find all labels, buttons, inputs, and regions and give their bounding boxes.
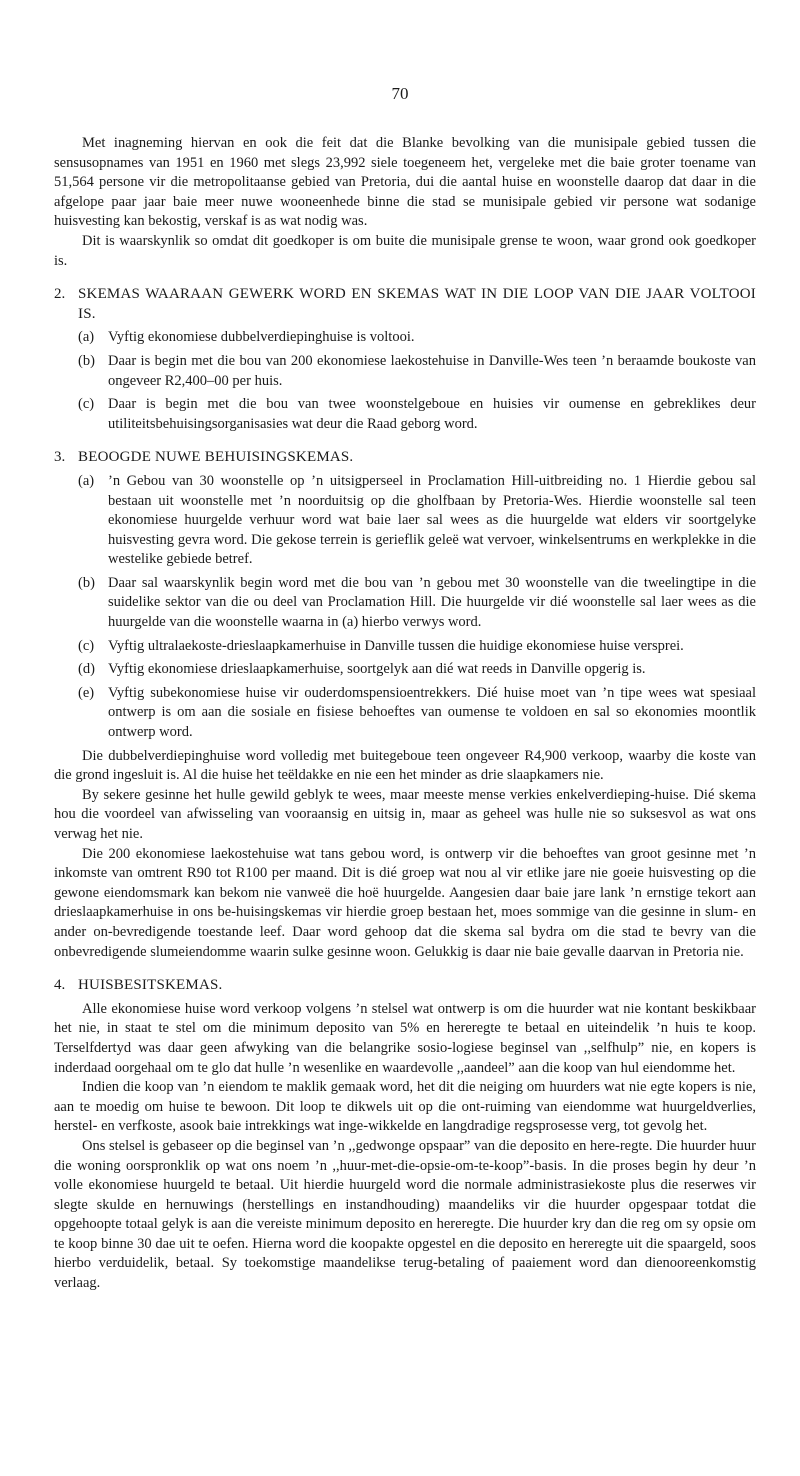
item-text: Vyftig ekonomiese drieslaapkamerhuise, soortgelyk aan dié wat reeds in Danville opgerig is. [108,661,646,678]
item-mark: (c) [78,396,95,413]
body-text [54,134,756,1294]
item-mark: (b) [78,574,95,591]
section-number: 3. [54,449,66,466]
section-3 [54,448,756,962]
section-3-paragraph-2: By sekere gesinne het hulle gewild geblyk te wees, maar meeste mense verkies enkelverdieping-huise. Dié skema hou die voordeel van afwisseling van vooraansig en uitsig in, maar as geheel was hulle nie so suksesvol as wat ons verwag het nie. [54,786,756,842]
section-title: SKEMAS WAARAAN GEWERK WORD EN SKEMAS WAT IN DIE LOOP VAN DIE JAAR VOLTOOI IS. [78,286,756,322]
section-2-heading [54,285,756,324]
section-title: BEOOGDE NUWE BEHUISINGSKEMAS. [78,449,354,466]
section-4-paragraph-1: Alle ekonomiese huise word verkoop volgens ’n stelsel wat ontwerp is om die huurder wat nie kontant beskikbaar het nie, in staat te stel om die minimum deposito van 5% en hereregte te betaal en uiteindelik ’n huis te koop. Terselfdertyd was daar geen afwyking van die belangrike sosio-logiese beginsel van ,,selfhulp” nie, en kopers is inderdaad oorgehaal om te glo dat hulle ’n wesenlike en waardevolle ,,aandeel” aan die koop van hul eiendomme het. [54,1000,756,1076]
section-4-heading [54,976,756,996]
section-title: HUISBESITSKEMAS. [78,977,223,994]
item-text: Vyftig subekonomiese huise vir ouderdomspensioentrekkers. Dié huise moet van ’n tipe wees wat spesiaal ontwerp is om aan die sosiale en fisiese behoeftes van oumense te voldoen en sal so ekonomies moontlik ontwerp word. [108,684,756,741]
section-4-paragraph-3: Ons stelsel is gebaseer op die beginsel van ’n ,,gedwonge opspaar” van die deposito en here-regte. Die huurder huur die woning oorspronklik op wat ons noem ’n ,,huur-met-die-opsie-om-te-koop”-basis. In die proses begin hy deur ’n volle ekonomiese huurgeld te betaal. Uit hierdie huurgeld word die normale administrasiekoste plus die reserwes vir slegte skulde en hernuwings (herstellings en instandhouding) maandeliks vir die huurder opgespaar totdat die opgehoopte totaal gelyk is aan die vereiste minimum deposito en hereregte. Die huurder kry dan die reg om sy opsie om te koop binne 30 dae uit te oefen. Hierna word die koopakte opgestel en die deposito en hereregte uit die spaargeld, soos hierbo verduidelik, betaal. Sy toekomstige maandelikse terug-betaling of paaiement word dan dienooreenkomstig verlaag. [54,1137,756,1292]
section-2 [54,285,756,434]
item-text: Daar is begin met die bou van twee woonstelgeboue en huisies vir oumense en gebreklikes deur utiliteitsbehuisingsorganisasies wat deur die Raad geborg word. [108,396,756,432]
item-mark: (c) [78,637,95,654]
section-3-heading [54,448,756,468]
section-4-paragraph-2: Indien die koop van ’n eiendom te maklik gemaak word, het dit die neiging om huurders wat nie egte kopers is nie, aan te moedig om huise te bewoon. Dit loop te dikwels uit op die ont-ruiming van eiendomme wat huurgeldverlies, herstel- en verfkoste, asook baie intrekkings wat inge-wikkelde en langdradige regsprosesse verg, tot gevolg het. [54,1079,756,1135]
item-mark: (b) [78,352,95,369]
section-3-paragraph-3: Die 200 ekonomiese laekostehuise wat tans gebou word, is ontwerp vir die behoeftes van groot gesinne met ’n inkomste van omtrent R90 tot R100 per maand. Dit is dié groep wat nou al vir etlike jare nie goeie huisvesting op die gewone eiendomsmark kan bekom nie vanweë die hoë huurgelde. Aangesien daar baie jare lank ’n ernstige tekort aan drieslaapkamerhuise in ons be-huisingskemas vir hierdie groep bestaan het, moes sommige van die gesinne in slum- en ander on-bevredigende toestande leef. Daar word gehoop dat die skema sal bydra om die stad te bevry van die onbevredigende slumeiendomme waarin sulke gesinne woon. Gelukkig is daar nie baie gevalle daarvan in Pretoria nie. [54,845,756,960]
item-text: Daar sal waarskynlik begin word met die bou van ’n gebou met 30 woonstelle van die tweelingtipe in die suidelike sektor van die ou deel van Proclamation Hill. Die huurgelde vir dié woonstelle sal laer wees as die huurgelde van die woonstelle waarna in (a) hierbo verwys word. [108,574,756,631]
intro-paragraph-2: Dit is waarskynlik so omdat dit goedkoper is om buite die munisipale grense te woon, waar grond ook goedkoper is. [54,232,756,269]
item-text: Vyftig ultralaekoste-drieslaapkamerhuise in Danville tussen die huidige ekonomiese huise versprei. [108,637,684,654]
list-item [78,637,756,657]
section-3-items [78,472,756,743]
list-item [78,574,756,633]
intro-paragraph-1: Met inagneming hiervan en ook die feit dat die Blanke bevolking van die munisipale gebied tussen die sensusopnames van 1951 en 1960 met slegs 23,992 siele toegeneem het, vergeleke met die baie groter toename van 51,564 persone vir die metropolitaanse gebied van Pretoria, dui die aantal huise en woonstelle daarop dat daar in die afgelope paar jaar baie meer nuwe wooneenhede binne die stad se munisipale gebied vir persone wat sodanige huisvesting kan bekostig, verskaf is as wat nodig was. [54,135,756,230]
item-mark: (e) [78,684,95,701]
section-4 [54,976,756,1294]
list-item [78,684,756,743]
item-text: Vyftig ekonomiese dubbelverdiepinghuise is voltooi. [108,329,415,346]
list-item [78,395,756,434]
page-number: 70 [391,84,409,103]
item-mark: (d) [78,661,95,678]
item-mark: (a) [78,329,95,346]
section-2-items [78,328,756,434]
list-item [78,352,756,391]
list-item [78,472,756,570]
section-number: 2. [54,286,66,303]
item-text: Daar is begin met die bou van 200 ekonomiese laekostehuise in Danville-Wes teen ’n beraamde boukoste van ongeveer R2,400–00 per huis. [108,352,756,389]
item-text: ’n Gebou van 30 woonstelle op ’n uitsigperseel in Proclamation Hill-uitbreiding no. 1 Hierdie gebou sal bestaan uit woonstelle met ’n noorduitsig op die gholfbaan by Pretoria-Wes. Hierdie woonstelle sal teen ekonomiese huurgelde verhuur word wat baie laer sal wees as die huurgelde wat elders vir soortgelyke huisvesting gevra word. Die gekose terrein is gerieflik geleë wat vervoer, winkelsentrums en werkplekke in die westelike gebiede betref. [108,472,756,568]
list-item [78,660,756,680]
section-number: 4. [54,977,66,994]
section-3-paragraph-1: Die dubbelverdiepinghuise word volledig met buitegeboue teen ongeveer R4,900 verkoop, waarby die koste van die grond ingesluit is. Al die huise het teëldakke en nie een het minder as drie slaapkamers nie. [54,747,756,784]
list-item [78,328,756,348]
item-mark: (a) [78,472,95,489]
